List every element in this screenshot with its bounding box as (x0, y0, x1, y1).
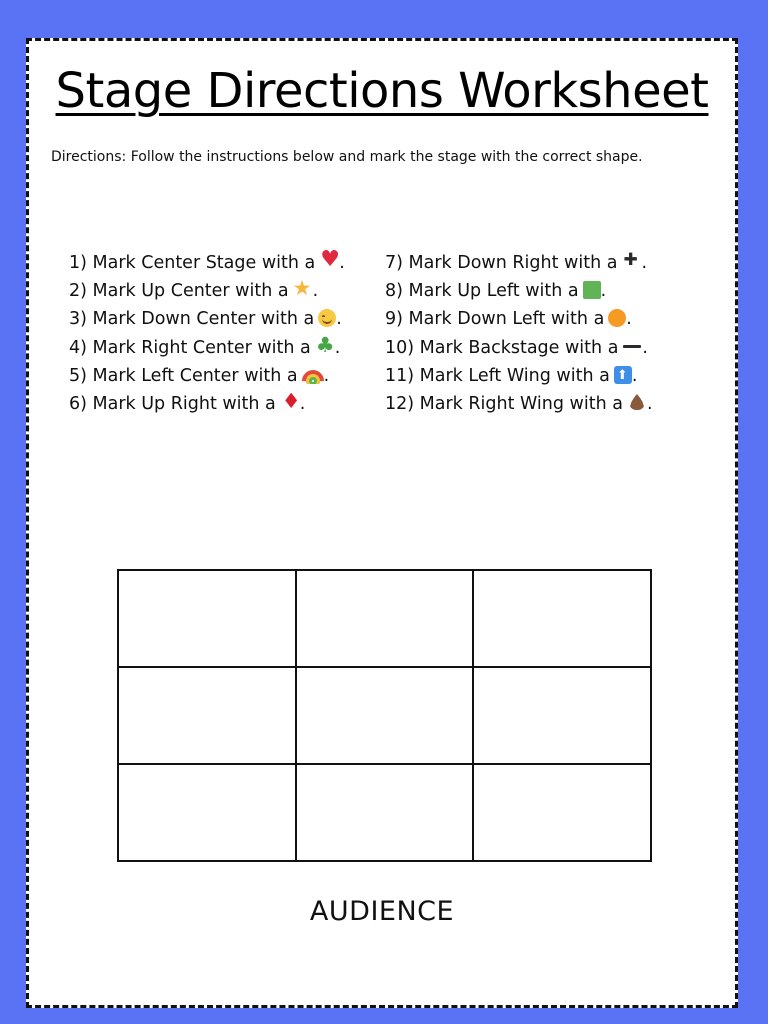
stage-cell[interactable] (473, 764, 651, 861)
stage-cell[interactable] (296, 667, 474, 764)
stage-cell[interactable] (118, 764, 296, 861)
instruction-item: 1) Mark Center Stage with a♥ . (69, 249, 345, 277)
instruction-item: 6) Mark Up Right with a♦ . (69, 390, 345, 418)
stage-cell[interactable] (473, 570, 651, 667)
green-square-icon (583, 281, 601, 299)
page-title: Stage Directions Worksheet (55, 63, 709, 119)
instruction-item: 8) Mark Up Left with a . (385, 281, 607, 302)
instructions-left-list (69, 249, 345, 418)
star-icon (293, 279, 313, 299)
stage-cell[interactable] (118, 570, 296, 667)
instruction-item: 2) Mark Up Center with a★ . (69, 277, 345, 305)
clover-icon (315, 336, 335, 356)
orange-circle-icon (608, 309, 626, 327)
instruction-item: 7) Mark Down Right with a✚ . (385, 249, 653, 277)
instruction-item: 5) Mark Left Center with a . (69, 365, 330, 386)
directions-text: Directions: Follow the instructions below and mark the stage with the correct shape. (51, 149, 643, 165)
instruction-item: 3) Mark Down Center with a . (69, 309, 342, 330)
stage-cell[interactable] (473, 667, 651, 764)
audience-label: AUDIENCE (309, 896, 455, 927)
instruction-item: 4) Mark Right Center with a♣ . (69, 334, 345, 362)
poop-icon (627, 392, 647, 412)
heart-icon (319, 251, 339, 271)
stage-grid (117, 569, 652, 862)
stage-cell[interactable] (296, 570, 474, 667)
plus-icon (621, 251, 641, 271)
instruction-item: 12) Mark Right Wing with a . (385, 393, 653, 414)
rainbow-icon (302, 370, 324, 384)
up-arrow-icon (614, 366, 632, 384)
minus-icon (622, 336, 642, 356)
instructions-right-list (385, 249, 653, 418)
stage-cell[interactable] (118, 667, 296, 764)
smiley-icon (318, 309, 336, 327)
diamond-icon (280, 392, 300, 412)
stage-cell[interactable] (296, 764, 474, 861)
instruction-item: 10) Mark Backstage with a . (385, 337, 648, 358)
instruction-item: 11) Mark Left Wing with a⬆ . (385, 362, 653, 390)
worksheet-page (26, 38, 738, 1008)
instruction-item: 9) Mark Down Left with a . (385, 309, 632, 330)
